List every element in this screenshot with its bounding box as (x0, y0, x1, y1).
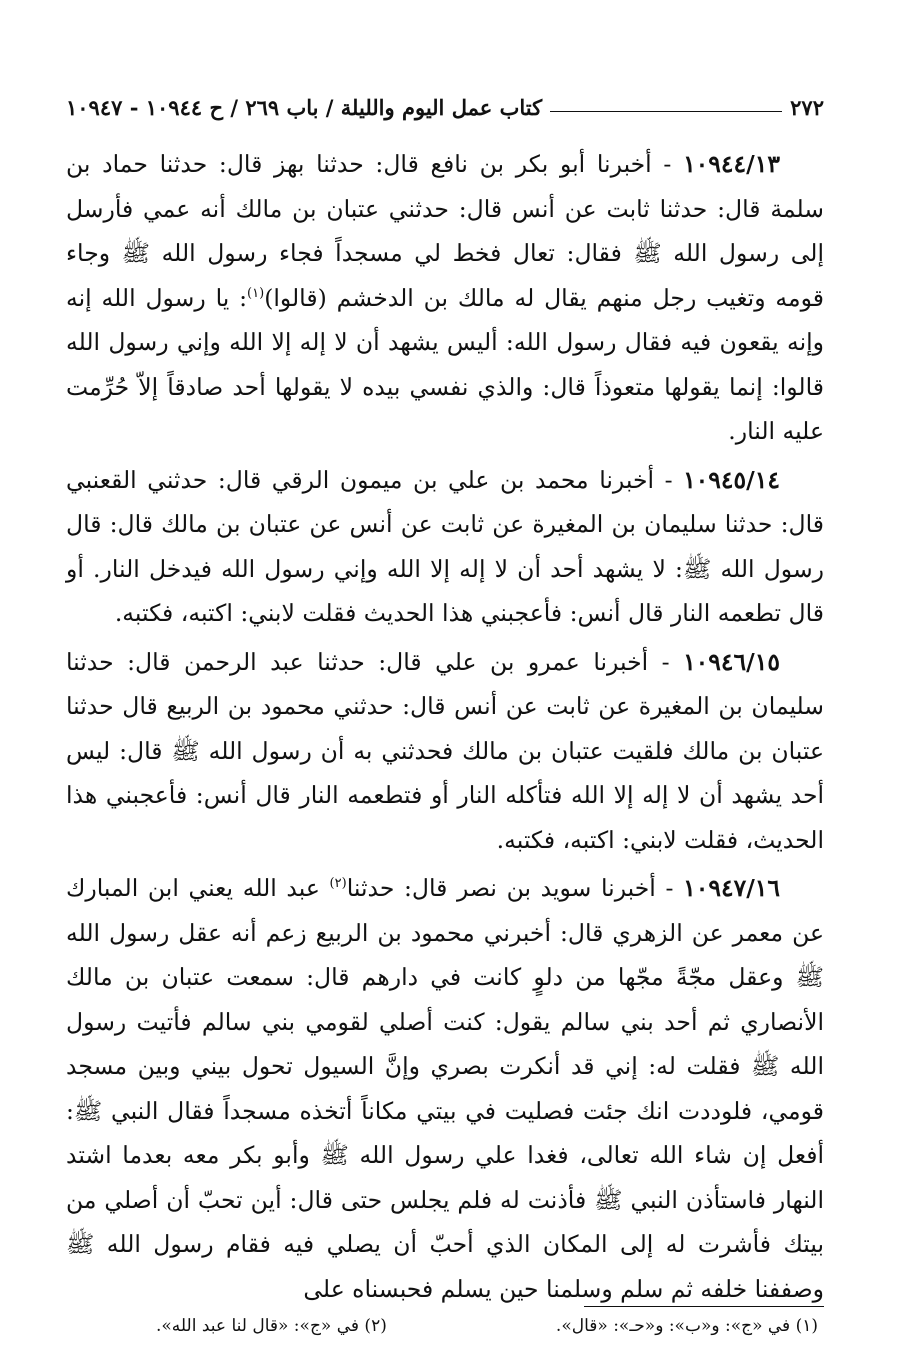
hadith-text: - أخبرنا عمرو بن علي قال: حدثنا عبد الرحمن قال: حدثنا سليمان بن المغيرة عن ثابت عن أنس قال: حدثني محمود بن الربيع قال حدثنا عتبان بن مالك فلقيت عتبان بن مالك فحدثني به أن رسول الله ﷺ قال: ليس أحد يشهد أن لا إله إلا الله فتأكله النار أو فتطعمه النار قال أنس: فأعجبني هذا الحديث، فقلت لابني: اكتبه، فكتبه. (66, 647, 824, 854)
running-title: كتاب عمل اليوم والليلة / باب ٢٦٩ / ح ١٠٩٤٤ - ١٠٩٤٧ (66, 95, 543, 120)
hadith-13 (66, 142, 824, 454)
footnote-ref: (٢) (329, 876, 347, 892)
footnote-ref: (١) (247, 285, 265, 301)
hadith-text-continued: : يا رسول الله إنه وإنه يقعون فيه فقال رسول الله: أليس يشهد أن لا إله إلا الله وإني رسول الله قالوا: إنما يقولها متعوذاً قال: والذي نفسي بيده لا يقولها أحد صادقاً إلاّ حُرِّمت عليه النار. (66, 283, 824, 445)
hadith-number: ١٠٩٤٤/١٣ (683, 150, 780, 178)
footnote-1: (١) في «ج»: و«ب»: و«حـ»: «قال». (555, 1316, 818, 1336)
footnote-2: (٢) في «ج»: «قال لنا عبد الله». (156, 1316, 387, 1336)
hadith-text: - أخبرنا محمد بن علي بن ميمون الرقي قال: حدثني القعنبي قال: حدثنا سليمان بن المغيرة عن ثابت عن أنس عن عتبان بن مالك قال: قال رسول الله ﷺ: لا يشهد أحد أن لا إله إلا الله وإني رسول الله فيدخل النار. أو قال تطعمه النار قال أنس: فأعجبني هذا الحديث فقلت لابني: اكتبه، فكتبه. (66, 465, 824, 627)
header-rule (550, 111, 782, 112)
hadith-number: ١٠٩٤٦/١٥ (683, 647, 780, 676)
page-number: ٢٧٢ (790, 95, 824, 120)
hadith-14 (66, 458, 824, 636)
hadith-text-continued: عبد الله يعني ابن المبارك عن معمر عن الزهري قال: أخبرني محمود بن الربيع زعم أنه عقل رسول الله ﷺ وعقل مجّةً مجّها من دلوٍ كانت في دارهم قال: سمعت عتبان بن مالك الأنصاري ثم أحد بني سالم يقول: كنت أصلي لقومي بني سالم فأتيت رسول الله ﷺ فقلت له: إني قد أنكرت بصري وإنَّ السيول تحول بيني وبين مسجد قومي، فلوددت انك جئت فصليت في بيتي مكاناً أتخذه مسجداً فقال النبي ﷺ: أفعل إن شاء الله تعالى، فغدا علي رسول الله ﷺ وأبو بكر معه بعدما اشتد النهار فاستأذن النبي ﷺ فأذنت له فلم يجلس حتى قال: أين تحبّ أن أصلي من بيتك فأشرت له إلى المكان الذي أحبّ أن يصلي فيه فقام رسول الله ﷺ وصففنا خلفه ثم سلم وسلمنا حين يسلم فحبسناه على (66, 874, 824, 1303)
hadith-16 (66, 866, 824, 1311)
hadith-number: ١٠٩٤٥/١٤ (683, 465, 780, 494)
page-header (66, 88, 824, 120)
footnote-rule (584, 1306, 824, 1307)
footnotes (66, 1316, 824, 1346)
hadith-text: - أخبرنا سويد بن نصر قال: حدثنا (346, 874, 684, 902)
hadith-15 (66, 640, 824, 863)
hadith-number: ١٠٩٤٧/١٦ (683, 874, 781, 902)
hadith-text: - أخبرنا أبو بكر بن نافع قال: حدثنا بهز قال: حدثنا حماد بن سلمة قال: حدثنا ثابت عن أنس قال: حدثني عتبان بن مالك أنه عمي فأرسل إلى رسول الله ﷺ فقال: تعال فخط لي مسجداً فجاء رسول الله ﷺ وجاء قومه وتغيب رجل منهم يقال له مالك بن الدخشم (قالوا) (66, 150, 824, 312)
main-text (66, 142, 824, 1315)
